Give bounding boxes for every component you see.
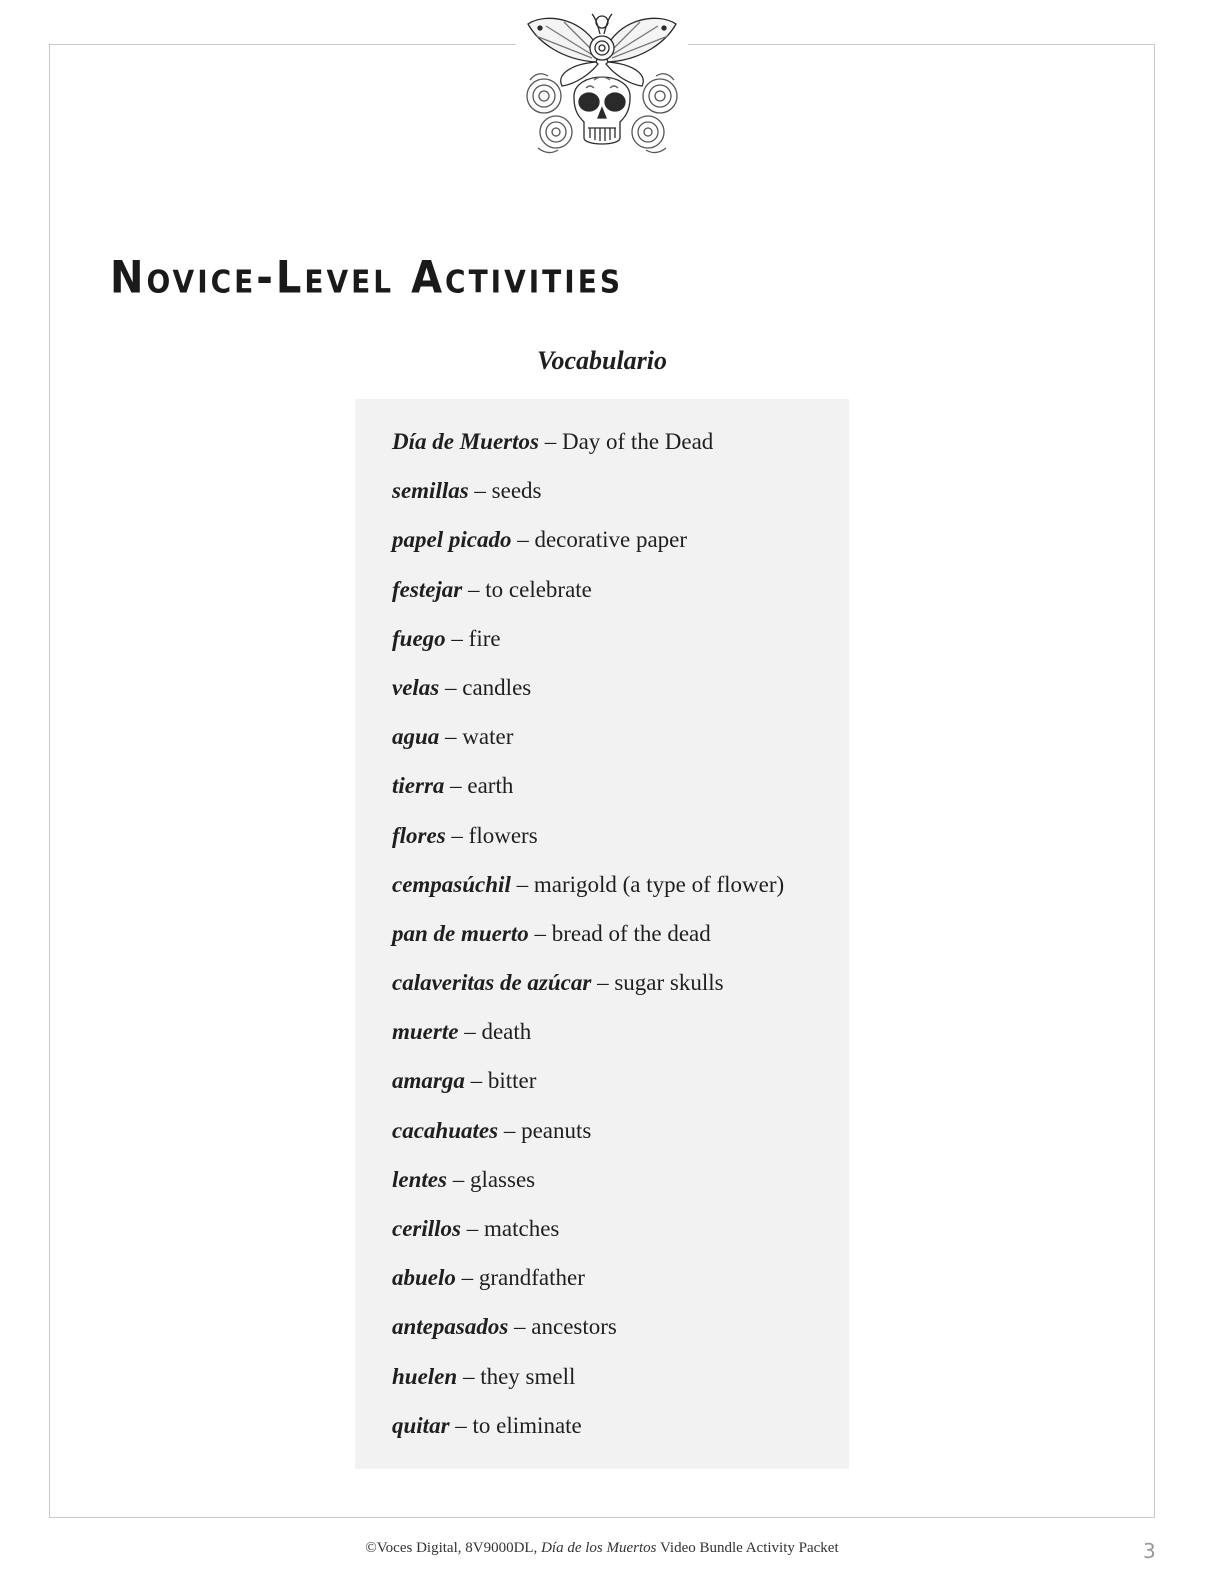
vocab-item (392, 672, 849, 721)
vocab-term: quitar (392, 1412, 450, 1438)
vocab-item (392, 1065, 849, 1114)
vocab-separator: – (510, 871, 534, 897)
footer-suffix: Video Bundle Activity Packet (656, 1540, 839, 1556)
vocab-item (392, 426, 849, 475)
vocab-meaning: glasses (469, 1166, 536, 1192)
vocab-item (392, 1164, 849, 1213)
footer-title: Día de los Muertos (541, 1540, 657, 1556)
vocab-meaning: Day of the Dead (561, 429, 714, 454)
vocab-separator: – (462, 576, 486, 602)
vocab-meaning: matches (484, 1216, 560, 1241)
vocab-item (392, 524, 849, 573)
vocab-meaning: fire (468, 625, 501, 651)
vocab-separator: – (439, 674, 463, 700)
vocab-term: muerte (392, 1019, 459, 1045)
footer-prefix: ©Voces Digital, 8V9000DL, (365, 1540, 542, 1556)
vocab-term: tierra (392, 773, 445, 799)
vocab-separator: – (591, 970, 615, 996)
vocab-item (392, 918, 849, 967)
vocab-separator: – (449, 1412, 473, 1438)
vocab-meaning: peanuts (521, 1117, 592, 1143)
vocab-item (392, 1361, 849, 1410)
vocab-meaning: marigold (a type of flower) (533, 871, 785, 897)
vocab-separator: – (528, 920, 552, 946)
vocab-item (392, 623, 849, 672)
vocab-item (392, 820, 849, 869)
vocab-meaning: they smell (480, 1363, 576, 1389)
vocab-item (392, 869, 849, 918)
section-title: Vocabulario (536, 346, 668, 375)
vocab-meaning: bread of the dead (551, 920, 711, 946)
vocab-item (392, 1213, 849, 1262)
vocab-meaning: flowers (468, 822, 538, 848)
vocab-meaning: bitter (487, 1068, 537, 1094)
vocab-separator: – (446, 1166, 470, 1192)
vocab-meaning: ancestors (531, 1314, 617, 1340)
vocab-meaning: seeds (491, 478, 542, 504)
vocab-separator: – (444, 773, 468, 799)
vocab-term: festejar (392, 576, 463, 602)
skull-icon (574, 77, 630, 144)
vocab-term: amarga (392, 1068, 465, 1094)
vocab-term: flores (392, 822, 446, 848)
sugar-skull-butterfly-icon (516, 8, 688, 168)
vocab-term: cerillos (392, 1216, 461, 1241)
vocab-meaning: grandfather (478, 1265, 585, 1291)
page-number: 3 (1143, 1539, 1156, 1563)
vocab-separator: – (457, 1363, 481, 1389)
vocabulary-box (355, 399, 849, 1469)
vocab-separator: – (498, 1117, 522, 1143)
vocab-term: papel picado (392, 527, 512, 553)
vocab-term: antepasados (392, 1314, 509, 1340)
vocab-term: lentes (392, 1166, 447, 1192)
vocab-separator: – (538, 429, 562, 454)
vocab-separator: – (464, 1068, 488, 1094)
vocab-item (392, 1311, 849, 1360)
vocab-separator: – (445, 625, 469, 651)
vocab-separator: – (458, 1019, 482, 1045)
vocab-item (392, 1262, 849, 1311)
vocab-meaning: to eliminate (472, 1412, 582, 1438)
vocab-item (392, 1115, 849, 1164)
vocab-separator: – (461, 1216, 484, 1241)
vocab-meaning: to celebrate (485, 576, 592, 602)
footer-copyright (0, 1540, 1204, 1557)
vocab-separator: – (468, 478, 492, 504)
vocab-item (392, 967, 849, 1016)
vocab-meaning: earth (467, 773, 514, 799)
vocab-separator: – (508, 1314, 532, 1340)
vocab-item (392, 1016, 849, 1065)
vocab-meaning: candles (462, 674, 532, 700)
vocab-meaning: decorative paper (534, 527, 688, 553)
page-heading: Novice-Level Activities (110, 252, 623, 304)
vocab-term: fuego (392, 625, 446, 651)
vocab-meaning: death (481, 1019, 532, 1045)
vocab-term: agua (392, 724, 440, 750)
vocab-item (392, 770, 849, 819)
vocab-term: calaveritas de azúcar (392, 970, 592, 996)
vocab-term: pan de muerto (392, 920, 529, 946)
vocab-item (392, 721, 849, 770)
vocab-term: Día de Muertos (392, 429, 539, 454)
vocab-term: cacahuates (392, 1117, 499, 1143)
vocab-term: velas (392, 674, 440, 700)
vocab-separator: – (455, 1265, 479, 1291)
vocab-item (392, 475, 849, 524)
vocab-separator: – (439, 724, 463, 750)
vocab-meaning: water (462, 724, 514, 750)
vocab-separator: – (445, 822, 469, 848)
vocab-item (392, 1410, 849, 1459)
vocab-term: abuelo (392, 1265, 456, 1291)
top-rose-icon (590, 16, 614, 60)
vocabulary-list (355, 399, 849, 1459)
vocab-term: huelen (392, 1363, 458, 1389)
vocab-separator: – (511, 527, 535, 553)
vocab-meaning: sugar skulls (614, 970, 724, 996)
vocab-term: cempasúchil (392, 871, 511, 897)
vocab-item (392, 574, 849, 623)
vocab-term: semillas (392, 478, 469, 504)
